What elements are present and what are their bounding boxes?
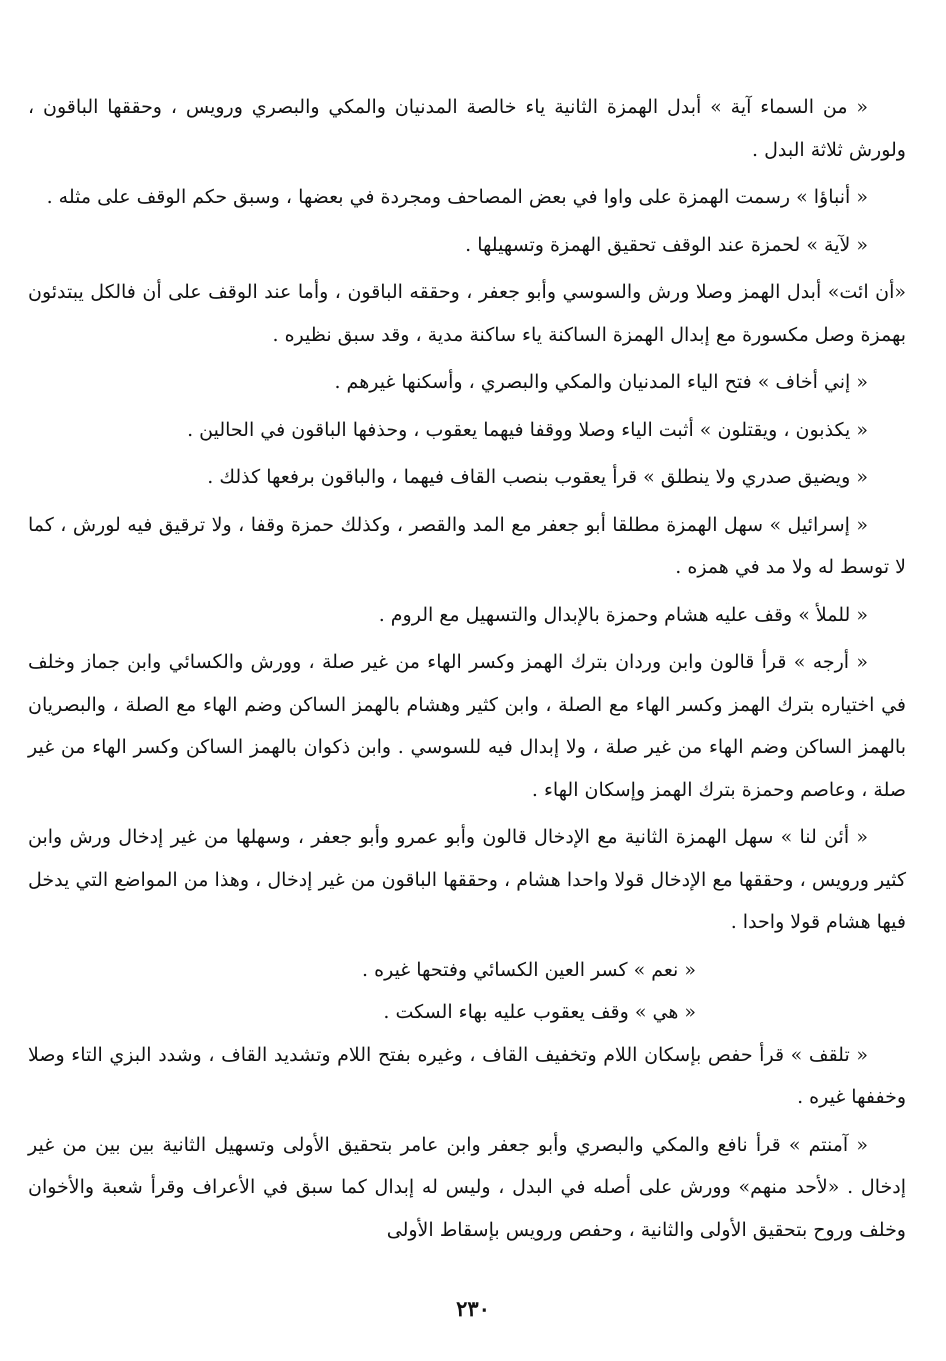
document-page bbox=[28, 86, 906, 1321]
paragraph-inni-akhafu: « إني أخاف » فتح الياء المدنيان والمكي والبصري ، وأسكنها غيرهم . bbox=[334, 371, 868, 393]
paragraph-israil: « إسرائيل » سهل الهمزة مطلقا أبو جعفر مع المد والقصر ، وكذلك حمزة وقفا ، ولا ترقيق فيه لورش ، كما لا توسط له ولا مد في همزه . bbox=[28, 513, 906, 578]
paragraph-lil-mala: « للملأ » وقف عليه هشام وحمزة بالإبدال والتسهيل مع الروم . bbox=[378, 603, 868, 626]
page-number: ٢٣٠ bbox=[456, 1296, 490, 1321]
paragraph-naam: « نعم » كسر العين الكسائي وفتحها غيره . bbox=[362, 958, 696, 981]
paragraph-hiya: « هي » وقف يعقوب عليه بهاء السكت . bbox=[383, 1001, 696, 1023]
paragraph-arjih: « أرجه » قرأ قالون وابن وردان بترك الهمز وكسر الهاء من غير صلة ، وورش والكسائي وابن جماز وخلف في اختياره بترك الهمز وكسر الهاء مع الصلة ، وابن كثير وهشام بالهمز الساكن وضم الهاء مع الصلة ، والبصريان بالهمز الساكن وضم الهاء من غير صلة ، ولا إبدال فيه للسوسي . وابن ذكوان بالهمز الساكن وكسر الهاء من غير صلة ، وعاصم وحمزة بترك الهمز وإسكان الهاء . bbox=[28, 651, 906, 801]
paragraph-anbau: « أنباؤا » رسمت الهمزة على واوا في بعض المصاحف ومجردة في بعضها ، وسبق حكم الوقف على مثله . bbox=[46, 186, 868, 208]
paragraph-yukadhdhibun: « يكذبون ، ويقتلون » أثبت الياء وصلا ووقفا فيهما يعقوب ، وحذفها الباقون في الحالين . bbox=[187, 418, 868, 441]
paragraph-talqaf: « تلقف » قرأ حفص بإسكان اللام وتخفيف القاف ، وغيره بفتح اللام وتشديد القاف ، وشدد البزي التاء وصلا وخففها غيره . bbox=[28, 1043, 906, 1108]
paragraph-li-aya: « لآية » لحمزة عند الوقف تحقيق الهمزة وتسهيلها . bbox=[465, 233, 868, 256]
paragraph-amantum: « آمنتم » قرأ نافع والمكي والبصري وأبو جعفر وابن عامر بتحقيق الأولى وتسهيل الثانية بين بين من غير إدخال . «لأحد منهم» وورش على أصله في البدل ، وليس له إبدال كما سبق في الأعراف وقرأ شعبة والأخوان وخلف وروح بتحقيق الأولى والثانية ، وحفص ورويس بإسقاط الأولى bbox=[28, 1133, 906, 1241]
paragraph-an-iti: «أن ائت» أبدل الهمز وصلا ورش والسوسي وأبو جعفر ، وحققه الباقون ، وأما عند الوقف على أن فالكل يبتدئون بهمزة وصل مكسورة مع إبدال الهمزة الساكنة ياء ساكنة مدية ، وقد سبق نظيره . bbox=[28, 281, 906, 346]
paragraph-min-al-sama-aya: « من السماء آية » أبدل الهمزة الثانية ياء خالصة المدنيان والمكي والبصري ورويس ، وحققها الباقون ، ولورش ثلاثة البدل . bbox=[28, 96, 906, 161]
paragraph-a-inna-lana: « أئن لنا » سهل الهمزة الثانية مع الإدخال قالون وأبو عمرو وأبو جعفر ، وسهلها من غير إدخال ورش وابن كثير ورويس ، وحققها مع الإدخال قولا واحدا هشام ، وحققها الباقون من غير إدخال ، وهذا من المواضع التي يدخل فيها هشام قولا واحدا . bbox=[28, 826, 906, 933]
paragraph-wa-yadiqu-sadri: « ويضيق صدري ولا ينطلق » قرأ يعقوب بنصب القاف فيهما ، والباقون برفعها كذلك . bbox=[207, 466, 868, 488]
